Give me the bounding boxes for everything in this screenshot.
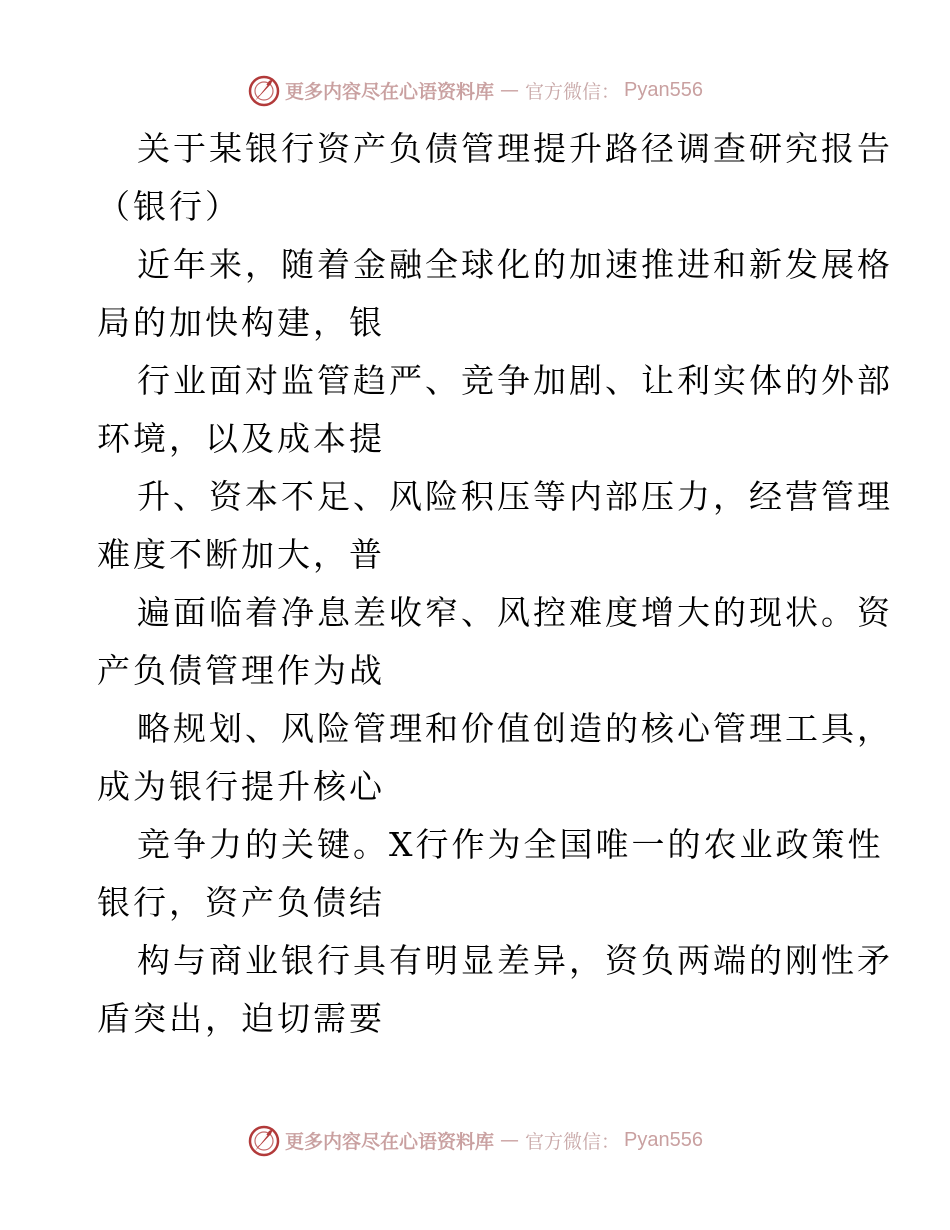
document-line: 局的加快构建，银 (97, 303, 385, 342)
watermark-group (247, 73, 703, 107)
document-line: 银行，资产负债结 (97, 883, 385, 922)
watermark-wechat-label: 官方微信： (525, 80, 621, 103)
document-line: 升、资本不足、风险积压等内部压力，经营管理 (137, 477, 893, 516)
document-line: 盾突出，迫切需要 (97, 999, 385, 1038)
document-line: 成为银行提升核心 (97, 767, 385, 806)
footer-watermark (0, 1120, 950, 1160)
document-line: 产负债管理作为战 (97, 651, 385, 690)
watermark-text: 更多内容尽在心语资料库 (285, 80, 495, 103)
quill-pen-logo-icon (247, 73, 281, 107)
watermark-text: 更多内容尽在心语资料库 (285, 1130, 495, 1153)
document-line: 竞争力的关键。X行作为全国唯一的农业政策性 (137, 825, 884, 864)
watermark-group (247, 1123, 703, 1157)
document-line: 行业面对监管趋严、竞争加剧、让利实体的外部 (137, 361, 893, 400)
quill-pen-logo-icon (247, 1123, 281, 1157)
document-line: 遍面临着净息差收窄、风控难度增大的现状。资 (137, 593, 893, 632)
watermark-wechat-id: Pyan556 (624, 1128, 703, 1151)
document-line: （银行） (97, 187, 241, 226)
watermark-dash: — (500, 1129, 520, 1151)
watermark-wechat-label: 官方微信： (525, 1130, 621, 1153)
document-body (97, 120, 893, 1048)
document-line: 略规划、风险管理和价值创造的核心管理工具， (137, 709, 893, 748)
document-line: 关于某银行资产负债管理提升路径调查研究报告 (137, 129, 893, 168)
header-watermark (0, 70, 950, 110)
document-line: 环境，以及成本提 (97, 419, 385, 458)
document-line: 构与商业银行具有明显差异，资负两端的刚性矛 (137, 941, 893, 980)
document-line: 近年来，随着金融全球化的加速推进和新发展格 (137, 245, 893, 284)
watermark-dash: — (500, 79, 520, 101)
watermark-wechat-id: Pyan556 (624, 78, 703, 101)
document-line: 难度不断加大，普 (97, 535, 385, 574)
